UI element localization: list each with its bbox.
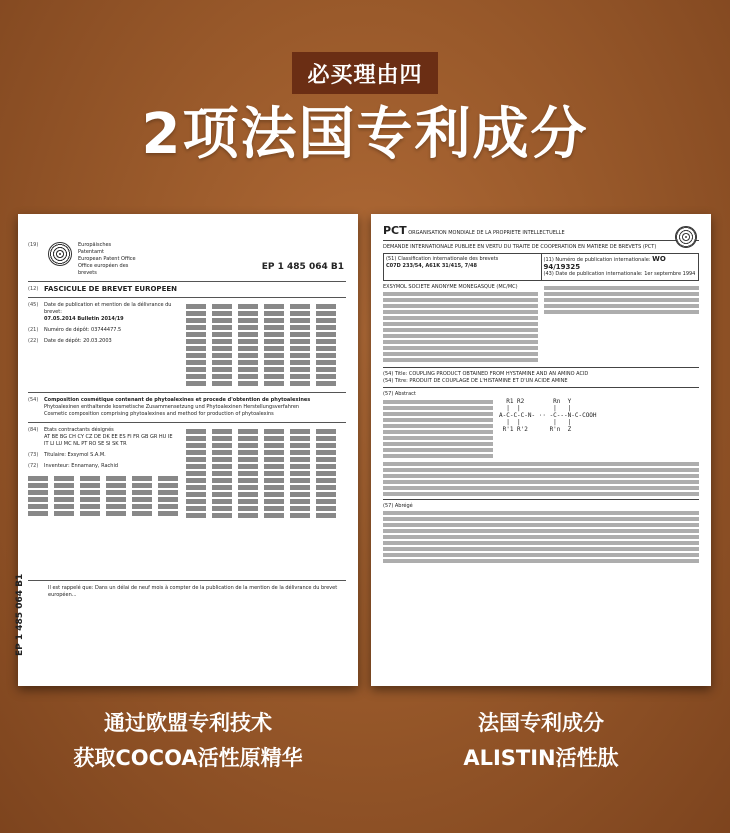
abstract-label: (57) Abstract xyxy=(383,391,416,397)
pub-number: WO 94/19325 xyxy=(543,255,666,271)
pub-date: 07.05.2014 Bulletin 2014/19 xyxy=(44,316,124,322)
title-de: Phytoalexinen enthaltende kosmetische Zusammensetzung und Phytoalexinen Herstellungsverfahren xyxy=(44,404,300,410)
filing-number: Numéro de dépôt: 03744477.5 xyxy=(44,327,122,333)
left-caption-line-2: 获取COCOA活性原精华 xyxy=(73,746,303,770)
right-caption xyxy=(371,706,711,776)
inventor: Inventeur: Ennamany, Rachid xyxy=(44,463,119,469)
pub-date-label: Date de publication et mention de la délivrance du brevet: xyxy=(44,302,172,315)
european-patent-document: (19) Europäisches Patentamt European Patent Office Office européen des brevets EP 1 485 064 B1 (12) FASCICULE DE BREVET EUROPEEN (45) Date de publication et mention de la délivrance du brevet: 07.05.2014 Bulletin 2014/19 (21) Numéro de dépôt: 03744477.5 (22) Date de dépôt: 20.03.2003 (54) Composition cosmétique contenant de phytoalexines et procede d'obtention de phytoalexines Phytoalexinen enthaltende kosmetische Zusammensetzung und Phytoalexinen Herstellungsverfahren Cosmetic composition comprising phytoalexines and method for production of phytoalexins (84) Etats contractants désignés AT BE BG CH CY CZ DE DK EE ES FI FR GB GR HU IE IT LI LU MC NL PT RO SE SI SK TR (73) Titulaire: Exsymol S.A.M. (72) Inventeur: Ennamany, Rachid Il est rappelé que: Dans un délai de neuf mois à compter de la publication de la mention de la délivrance du brevet européen... EP 1 485 064 B1 xyxy=(18,214,358,686)
right-caption-line-1: 法国专利成分 xyxy=(478,711,604,735)
vertical-patent-number: EP 1 485 064 B1 xyxy=(15,573,25,656)
classification-codes xyxy=(186,302,336,388)
pct-label: PCT xyxy=(383,224,407,237)
org-name: ORGANISATION MONDIALE DE LA PROPRIETE INTELLECTUELLE xyxy=(408,230,565,236)
wipo-seal-icon xyxy=(675,226,697,248)
classification: C07D 233/54, A61K 31/415, 7/48 xyxy=(386,262,477,269)
epo-logo-icon xyxy=(48,242,72,266)
reason-badge: 必买理由四 xyxy=(292,52,438,94)
proprietor: Titulaire: Exsymol S.A.M. xyxy=(44,452,106,458)
demand-title: DEMANDE INTERNATIONALE PUBLIEE EN VERTU DU TRAITE DE COOPERATION EN MATIERE DE BREVETS (PCT) xyxy=(383,243,657,250)
title-fr: (54) Titre: PRODUIT DE COUPLAGE DE L'HISTAMINE ET D'UN ACIDE AMINE xyxy=(383,377,568,384)
title-en: Cosmetic composition comprising phytoalexines and method for production of phytoalexins xyxy=(44,411,274,417)
footer-note: Il est rappelé que: Dans un délai de neuf mois à compter de la publication de la mention de la délivrance du brevet européen... xyxy=(48,585,338,598)
title-en: (54) Title: COUPLING PRODUCT OBTAINED FROM HYSTAMINE AND AN AMINO ACID xyxy=(383,371,589,377)
chemical-formula: R1 R2 Rn Y | | | | A-C-C-C-N- ·· -C---N-C-COOH | | | | R'1 R'2 R'n Z xyxy=(499,397,597,433)
applicant: EXSYMOL SOCIETE ANONYME MONEGASQUE (MC/MC) xyxy=(383,283,518,290)
left-caption-line-1: 通过欧盟专利技术 xyxy=(104,711,272,735)
page-title: 2项法国专利成分 xyxy=(141,102,589,167)
title-fr: Composition cosmétique contenant de phytoalexines et procede d'obtention de phytoalexines xyxy=(44,397,311,403)
right-caption-line-2: ALISTIN活性肽 xyxy=(463,746,619,770)
pct-patent-document: PCT ORGANISATION MONDIALE DE LA PROPRIETE INTELLECTUELLE DEMANDE INTERNATIONALE PUBLIEE EN VERTU DU TRAITE DE COOPERATION EN MATIERE DE BREVETS (PCT) (51) Classification internationale des brevets C07D 233/54, A61K 31/415, 7/48 (11) Numéro de publication internationale: WO 94/19325 (43) Date de publication internationale: 1er septembre 1994 EXSYMOL SOCIETE ANONYME MONEGASQUE (MC/MC) (54) Title: COUPLING PRODUCT OBTAINED FROM HYSTAMINE AND AN AMINO ACID (54) Titre: PRODUIT DE COUPLAGE DE L'HISTAMINE ET D'UN ACIDE AMINE (57) Abstract R1 R2 Rn Y | | | | A-C-C-C-N- ·· -C---N-C-COOH | | | | R'1 R'2 R'n Z (57) Abrégé xyxy=(371,214,711,686)
left-caption xyxy=(18,706,358,776)
patent-heading: FASCICULE DE BREVET EUROPEEN xyxy=(44,285,177,293)
abrege-label: (57) Abrégé xyxy=(383,502,413,509)
filing-date: Date de dépôt: 20.03.2003 xyxy=(44,338,112,344)
pub-date: 1er septembre 1994 xyxy=(644,271,696,277)
patent-number: EP 1 485 064 B1 xyxy=(261,262,344,272)
